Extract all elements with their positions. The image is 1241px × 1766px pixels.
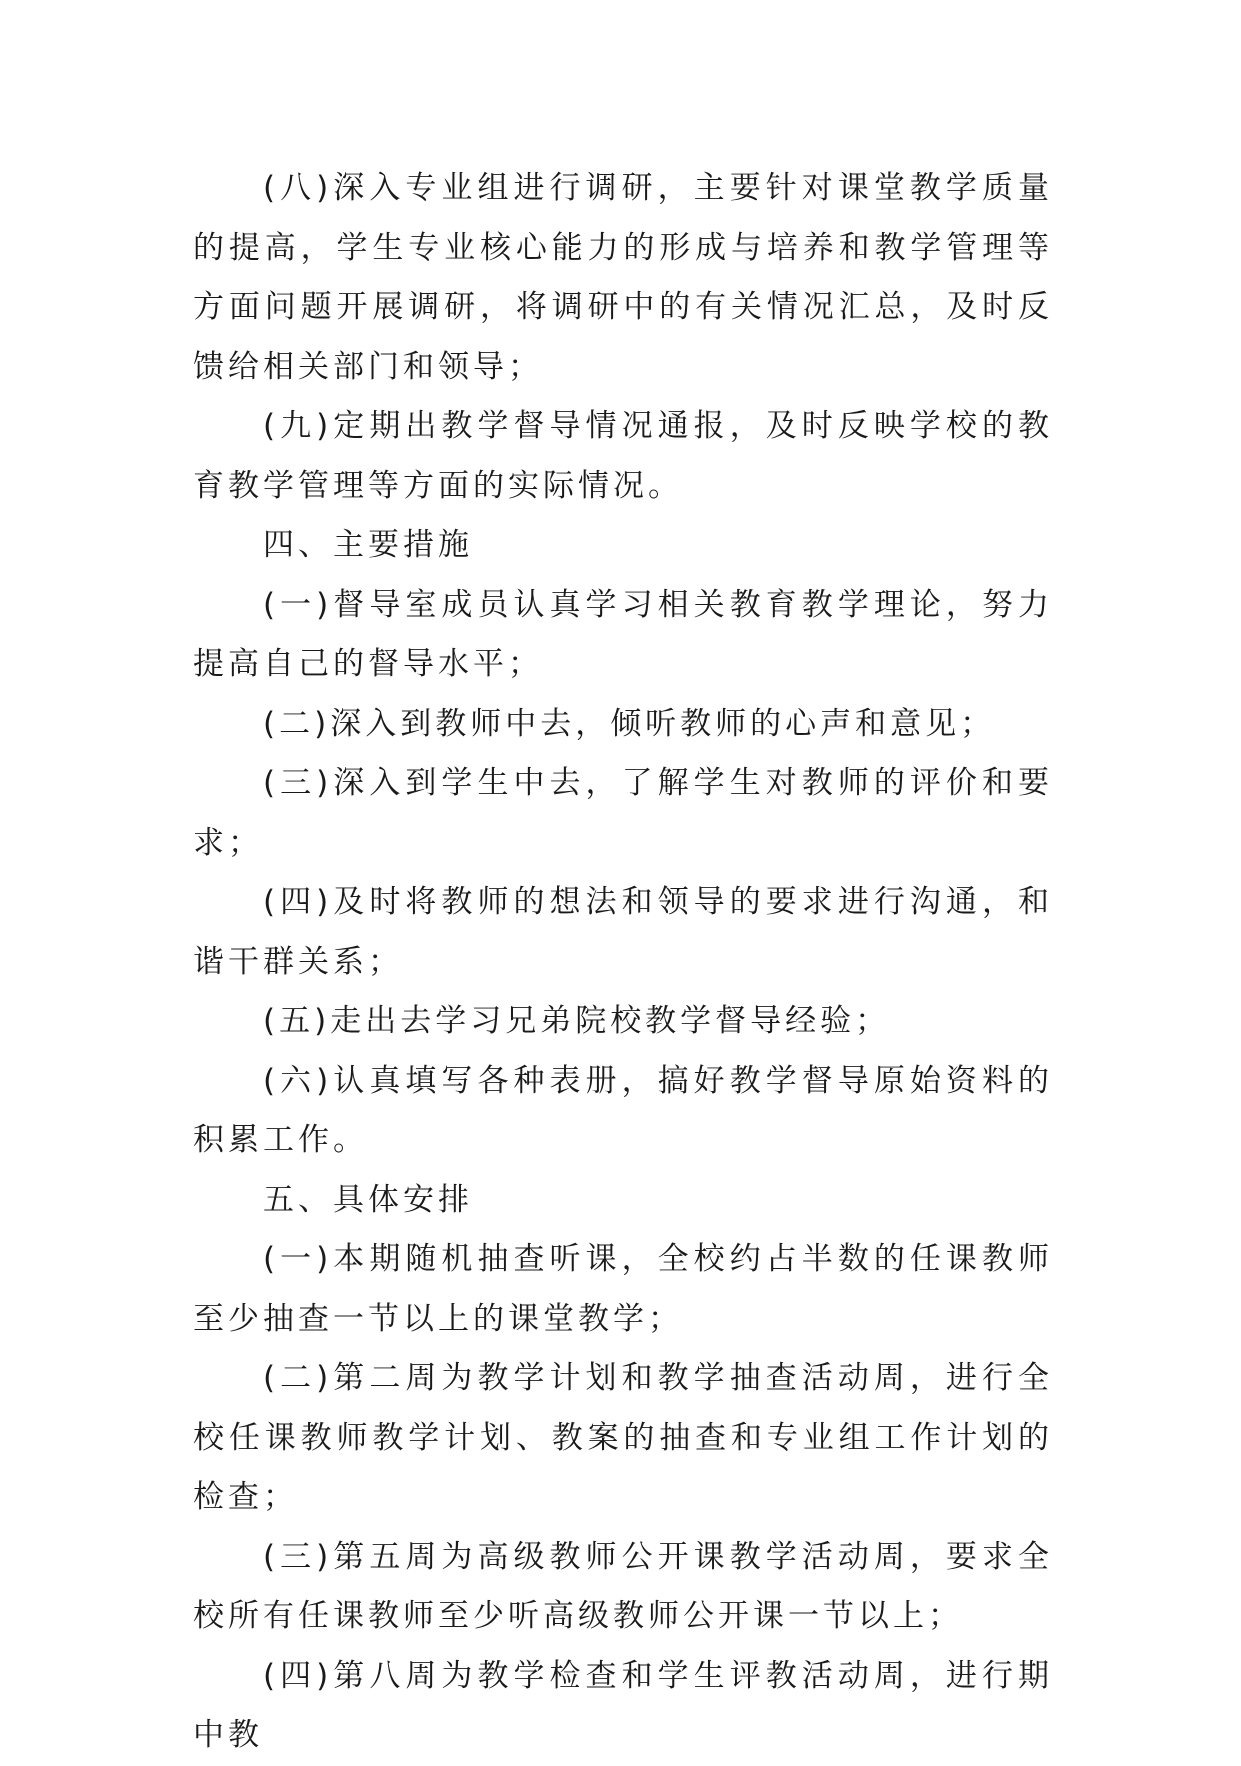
paragraph-measure-1: (一)督导室成员认真学习相关教育教学理论，努力提高自己的督导水平； — [193, 586, 1053, 682]
paragraph-arrangement-1: (一)本期随机抽查听课，全校约占半数的任课教师至少抽查一节以上的课堂教学； — [193, 1241, 1053, 1337]
paragraph-measure-5: (五)走出去学习兄弟院校教学督导经验； — [263, 1003, 891, 1039]
section-heading-measures: 四、主要措施 — [263, 527, 473, 563]
paragraph-measure-4: (四)及时将教师的想法和领导的要求进行沟通，和谐干群关系； — [193, 884, 1053, 980]
paragraph-item-8-research: (八)深入专业组进行调研，主要针对课堂教学质量的提高，学生专业核心能力的形成与培养和教学管理等方面问题开展调研，将调研中的有关情况汇总，及时反馈给相关部门和领导； — [193, 170, 1053, 385]
paragraph-arrangement-4: (四)第八周为教学检查和学生评教活动周，进行期中教 — [193, 1657, 1053, 1753]
paragraph-item-9-report: (九)定期出教学督导情况通报，及时反映学校的教育教学管理等方面的实际情况。 — [193, 408, 1053, 504]
paragraph-measure-2: (二)深入到教师中去，倾听教师的心声和意见； — [263, 705, 996, 742]
paragraph-measure-3: (三)深入到学生中去，了解学生对教师的评价和要求； — [193, 765, 1053, 861]
section-heading-arrangements: 五、具体安排 — [263, 1181, 473, 1218]
document-body — [193, 159, 1053, 1766]
paragraph-arrangement-2: (二)第二周为教学计划和教学抽查活动周，进行全校任课教师教学计划、教案的抽查和专业组工作计划的检查； — [193, 1360, 1053, 1515]
paragraph-measure-6: (六)认真填写各种表册，搞好教学督导原始资料的积累工作。 — [193, 1062, 1053, 1158]
paragraph-arrangement-3: (三)第五周为高级教师公开课教学活动周，要求全校所有任课教师至少听高级教师公开课一节以上； — [193, 1538, 1053, 1634]
